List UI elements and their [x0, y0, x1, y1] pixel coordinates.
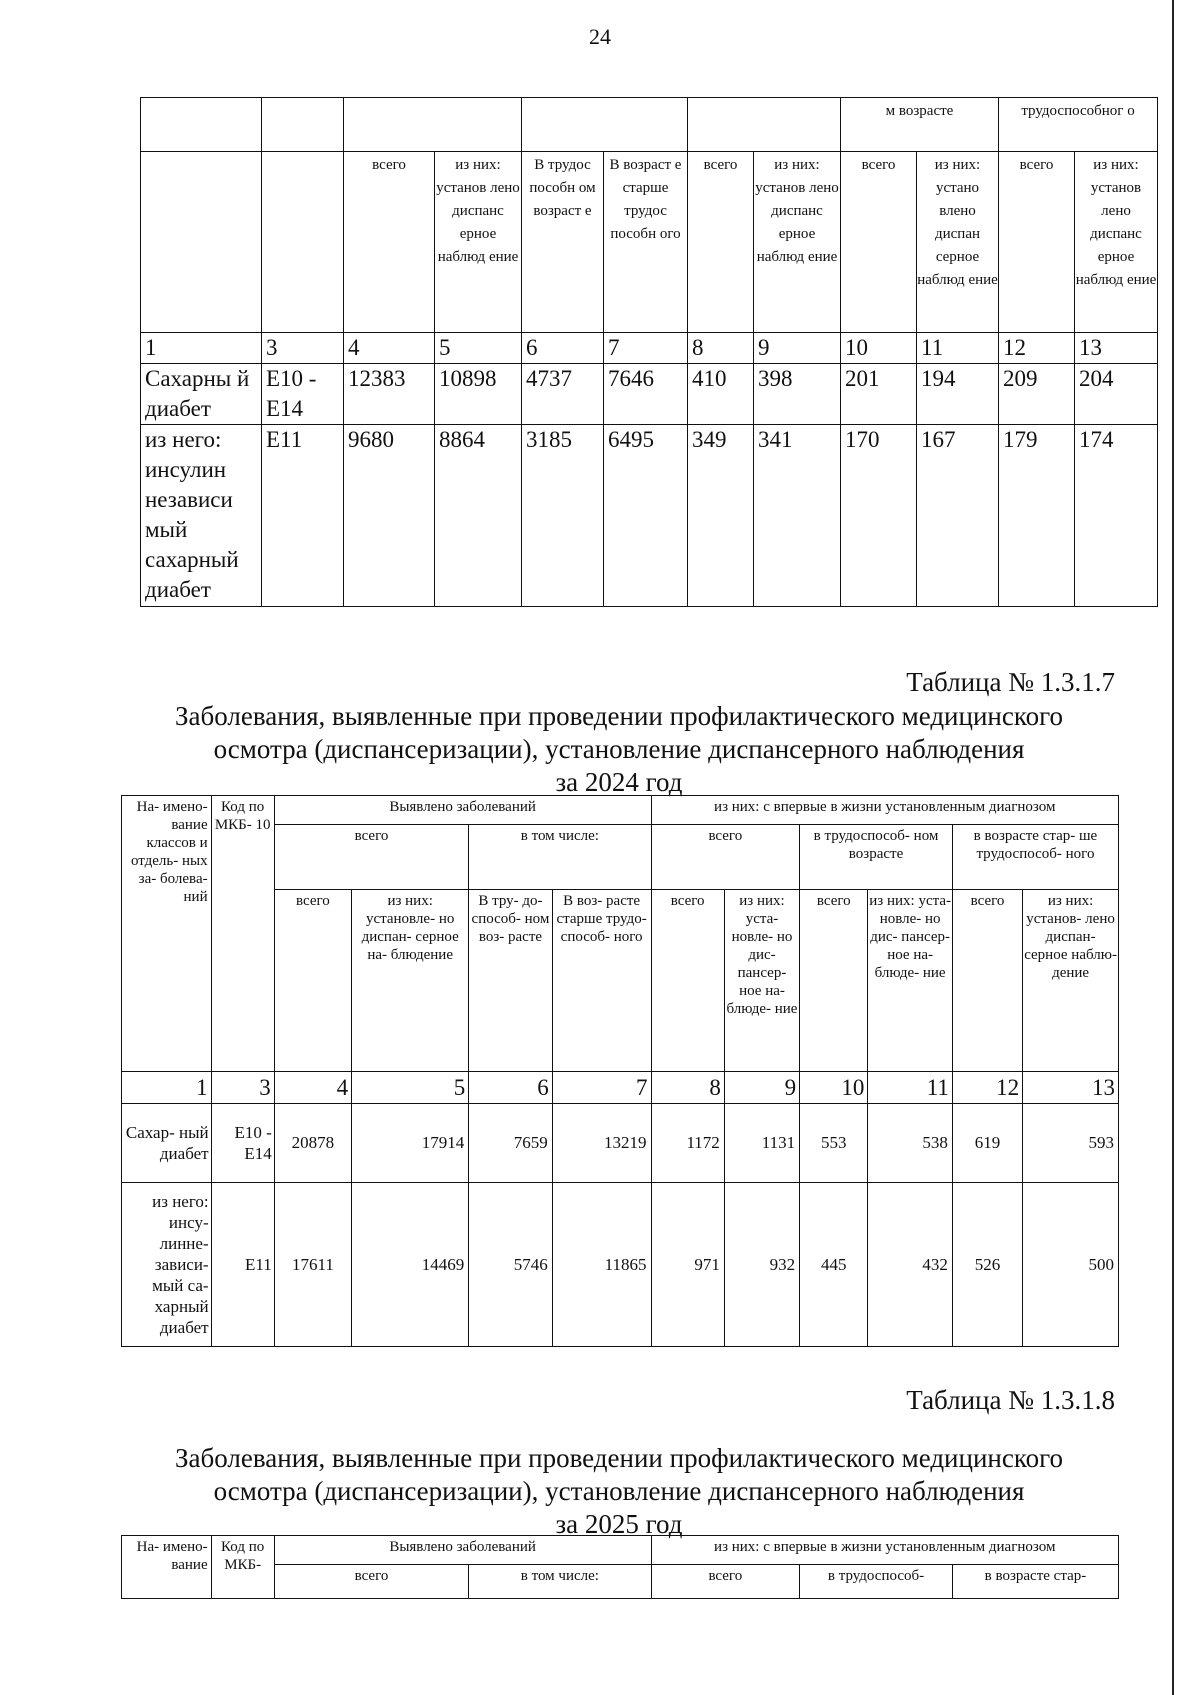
cell-value: 341 [754, 425, 841, 607]
col-number: 12 [999, 333, 1075, 364]
header-name: На- имено- вание классов и отдель- ных за- болева- ний [122, 796, 212, 1072]
col-number: 4 [344, 333, 435, 364]
cell-value: 7659 [469, 1104, 553, 1183]
title-line: за 2024 год [555, 767, 683, 797]
col-number: 3 [262, 333, 344, 364]
cell-value: 538 [868, 1104, 953, 1183]
cell-value: 398 [754, 364, 841, 425]
col-number: 8 [651, 1072, 724, 1104]
table-row [122, 1104, 1119, 1183]
header-name: На- имено- вание [122, 1536, 212, 1599]
col-number: 5 [435, 333, 522, 364]
cell-value: 3185 [522, 425, 604, 607]
cell-value: 500 [1023, 1183, 1119, 1347]
subheader-cell: всего [952, 890, 1022, 1072]
row-code: E11 [211, 1183, 274, 1347]
cell-value: 526 [952, 1183, 1022, 1347]
col-number: 13 [1075, 333, 1158, 364]
cell-value: 553 [800, 1104, 868, 1183]
subheader-cell: В тру- до- способ- ном воз- расте [469, 890, 553, 1072]
header-working-age: в трудоспособ- [800, 1565, 953, 1599]
cell-value: 9680 [344, 425, 435, 607]
table-2025 [121, 1535, 1119, 1599]
col-number: 8 [688, 333, 754, 364]
subheader-cell: из них: установле- но диспан- серное на- блюдение [352, 890, 469, 1072]
col-number: 12 [952, 1072, 1022, 1104]
cell-value: 201 [841, 364, 917, 425]
col-number: 9 [754, 333, 841, 364]
header-working-age: в трудоспособ- ном возрасте [800, 825, 953, 890]
cell-value: 194 [917, 364, 999, 425]
subheader-cell: всего [688, 152, 754, 333]
cell-value: 4737 [522, 364, 604, 425]
header-older-age: в возрасте стар- [952, 1565, 1118, 1599]
col-number: 13 [1023, 1072, 1119, 1104]
row-code: E11 [262, 425, 344, 607]
col-number: 11 [868, 1072, 953, 1104]
row-name: из него: инсулин независи мый сахарный диабет [141, 425, 262, 607]
title-line: за 2025 год [555, 1509, 683, 1539]
header-first-diagnosis: из них: с впервые в жизни установленным диагнозом [651, 1536, 1119, 1565]
cell-value: 20878 [274, 1104, 351, 1183]
subheader-cell: из них: устано влено диспан серное наблюд ение [917, 152, 999, 333]
subheader-cell: из них: уста- новле- но дис- пансер- ное на- блюде- ние [724, 890, 799, 1072]
header-total-first: всего [651, 1565, 800, 1599]
cell-value: 971 [651, 1183, 724, 1347]
title-line: осмотра (диспансеризации), установление диспансерного наблюдения [213, 734, 1025, 764]
col-number: 5 [352, 1072, 469, 1104]
cell-value: 204 [1075, 364, 1158, 425]
table-title [120, 700, 1118, 799]
cell-value: 6495 [604, 425, 688, 607]
cell-value: 932 [724, 1183, 799, 1347]
subheader-cell: всего [800, 890, 868, 1072]
cell-value: 179 [999, 425, 1075, 607]
col-number: 6 [469, 1072, 553, 1104]
row-name: из него: инсу- линне- зависи- мый са- харный диабет [122, 1183, 212, 1347]
subheader-cell: В возраст е старше трудос пособн ого [604, 152, 688, 333]
col-number: 10 [841, 333, 917, 364]
subheader-cell: всего [841, 152, 917, 333]
table-number: Таблица № 1.3.1.7 [906, 667, 1115, 697]
cell-value: 17611 [274, 1183, 351, 1347]
table-2024 [121, 795, 1119, 1347]
table-row [122, 1183, 1119, 1347]
col-number: 7 [604, 333, 688, 364]
subheader-cell: из них: установ лено диспанс ерное наблюд ение [435, 152, 522, 333]
table-row [141, 364, 1158, 425]
header-total: всего [274, 825, 468, 890]
title-line: осмотра (диспансеризации), установление диспансерного наблюдения [213, 1476, 1025, 1506]
cell-value: 12383 [344, 364, 435, 425]
cell-value: 445 [800, 1183, 868, 1347]
row-name: Сахар- ный диабет [122, 1104, 212, 1183]
header-detected: Выявлено заболеваний [274, 1536, 651, 1565]
cell-value: 10898 [435, 364, 522, 425]
cell-value: 167 [917, 425, 999, 607]
subheader-cell: из них: установ- лено диспан- серное наблю- дение [1023, 890, 1119, 1072]
cell-value: 619 [952, 1104, 1022, 1183]
cell-value: 7646 [604, 364, 688, 425]
col-number: 9 [724, 1072, 799, 1104]
row-code: E10 - E14 [262, 364, 344, 425]
cell-value: 14469 [352, 1183, 469, 1347]
cell-value: 349 [688, 425, 754, 607]
header-older-age: в возрасте стар- ше трудоспособ- ного [952, 825, 1118, 890]
header-code: Код по МКБ- 10 [211, 796, 274, 1072]
header-first-diagnosis: из них: с впервые в жизни установленным диагнозом [651, 796, 1119, 825]
table-continuation [140, 97, 1158, 607]
subheader-cell: всего [274, 890, 351, 1072]
col-number: 11 [917, 333, 999, 364]
subheader-cell: В воз- расте старше трудо- способ- ного [552, 890, 651, 1072]
table-number: Таблица № 1.3.1.8 [906, 1385, 1115, 1415]
col-number: 10 [800, 1072, 868, 1104]
cell-value: 13219 [552, 1104, 651, 1183]
subheader-cell: из них: установ лено диспанс ерное наблюд ение [754, 152, 841, 333]
subheader-cell: В трудос пособн ом возраст е [522, 152, 604, 333]
subheader-cell: всего [651, 890, 724, 1072]
cell-value: 410 [688, 364, 754, 425]
title-line: Заболевания, выявленные при проведении профилактического медицинского [175, 701, 1063, 731]
cell-value: 432 [868, 1183, 953, 1347]
group-header-older: м возрасте [841, 98, 999, 152]
cell-value: 593 [1023, 1104, 1119, 1183]
cell-value: 1172 [651, 1104, 724, 1183]
cell-value: 170 [841, 425, 917, 607]
col-number: 1 [141, 333, 262, 364]
cell-value: 209 [999, 364, 1075, 425]
cell-value: 174 [1075, 425, 1158, 607]
table-title [120, 1442, 1118, 1541]
header-code: Код по МКБ- [211, 1536, 274, 1599]
header-total: всего [274, 1565, 468, 1599]
page-number: 24 [589, 24, 611, 49]
subheader-cell: всего [999, 152, 1075, 333]
header-detected: Выявлено заболеваний [274, 796, 651, 825]
subheader-cell: из них: установ лено диспанс ерное наблюд ение [1075, 152, 1158, 333]
col-number: 3 [211, 1072, 274, 1104]
cell-value: 5746 [469, 1183, 553, 1347]
header-including: в том числе: [469, 825, 651, 890]
cell-value: 11865 [552, 1183, 651, 1347]
header-including: в том числе: [469, 1565, 651, 1599]
subheader-cell: из них: уста- новле- но дис- пансер- ное на- блюде- ние [868, 890, 953, 1072]
cell-value: 17914 [352, 1104, 469, 1183]
cell-value: 8864 [435, 425, 522, 607]
group-header-working: трудоспособног о [999, 98, 1158, 152]
row-name: Сахарны й диабет [141, 364, 262, 425]
table-row [141, 425, 1158, 607]
header-total-first: всего [651, 825, 800, 890]
subheader-cell: всего [344, 152, 435, 333]
title-line: Заболевания, выявленные при проведении профилактического медицинского [175, 1443, 1063, 1473]
cell-value: 1131 [724, 1104, 799, 1183]
col-number: 4 [274, 1072, 351, 1104]
col-number: 1 [122, 1072, 212, 1104]
row-code: E10 - E14 [211, 1104, 274, 1183]
col-number: 6 [522, 333, 604, 364]
margin-line [1172, 0, 1174, 1695]
col-number: 7 [552, 1072, 651, 1104]
